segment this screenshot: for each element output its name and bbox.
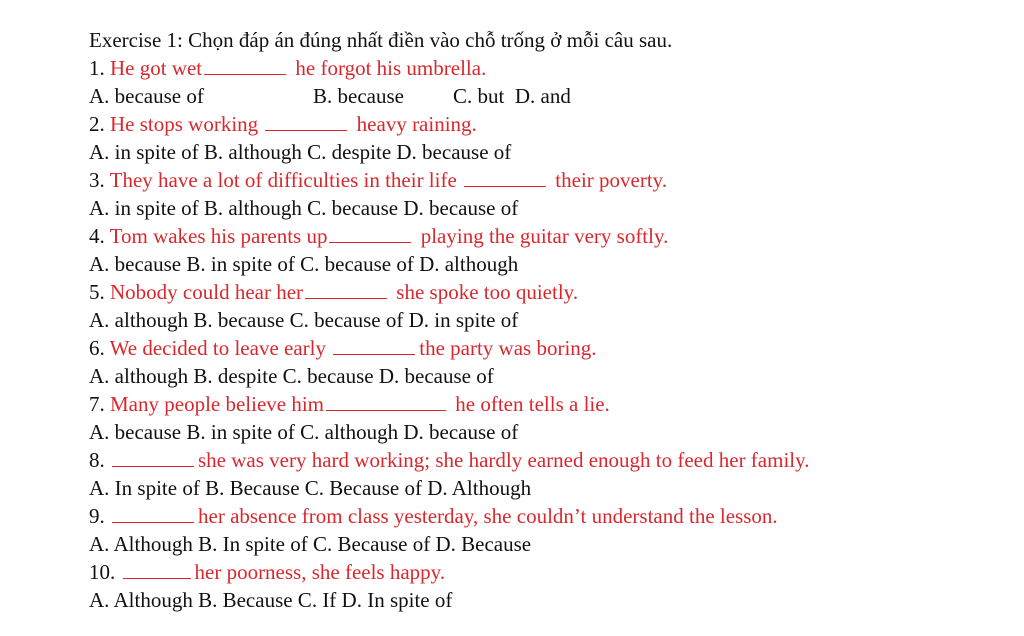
question-text-after: he forgot his umbrella.	[295, 56, 487, 80]
answer-blank[interactable]	[112, 504, 194, 523]
question-9	[89, 502, 1014, 530]
options-7: A. because B. in spite of C. although D. because of	[89, 420, 519, 444]
option-c-d: C. but D. and	[453, 84, 571, 108]
answer-blank[interactable]	[204, 56, 286, 75]
question-5	[89, 278, 1014, 306]
options-4: A. because B. in spite of C. because of D. although	[89, 252, 519, 276]
exercise-title: Exercise 1: Chọn đáp án đúng nhất điền vào chỗ trống ở mỗi câu sau.	[89, 28, 673, 52]
question-7	[89, 390, 1014, 418]
question-number: 9.	[89, 504, 105, 528]
question-10	[89, 558, 1014, 586]
exercise-document	[89, 26, 1014, 614]
question-number: 8.	[89, 448, 105, 472]
question-2	[89, 110, 1014, 138]
option-b: B. because	[313, 84, 404, 108]
answer-blank[interactable]	[112, 448, 194, 467]
question-4	[89, 222, 1014, 250]
question-6	[89, 334, 1014, 362]
option-a: A. because of	[89, 84, 204, 108]
question-text-after: her poorness, she feels happy.	[194, 560, 446, 584]
answer-blank[interactable]	[326, 392, 446, 411]
options-1	[89, 82, 1014, 110]
question-text-before: Many people believe him	[110, 392, 325, 416]
options-3: A. in spite of B. although C. because D. because of	[89, 196, 519, 220]
options-5: A. although B. because C. because of D. in spite of	[89, 308, 519, 332]
answer-blank[interactable]	[123, 560, 191, 579]
question-text-after: her absence from class yesterday, she couldn’t understand the lesson.	[198, 504, 778, 528]
question-number: 7.	[89, 392, 105, 416]
question-1	[89, 54, 1014, 82]
question-text-after: the party was boring.	[419, 336, 597, 360]
question-text-after: she spoke too quietly.	[396, 280, 579, 304]
question-number: 3.	[89, 168, 105, 192]
question-text-before: We decided to leave early	[109, 336, 326, 360]
question-text-before: He stops working	[110, 112, 259, 136]
question-number: 10.	[89, 560, 116, 584]
question-number: 4.	[89, 224, 105, 248]
answer-blank[interactable]	[329, 224, 411, 243]
question-number: 2.	[89, 112, 105, 136]
question-number: 6.	[89, 336, 105, 360]
answer-blank[interactable]	[265, 112, 347, 131]
question-text-before: Nobody could hear her	[110, 280, 304, 304]
question-text-after: she was very hard working; she hardly earned enough to feed her family.	[198, 448, 810, 472]
question-text-after: playing the guitar very softly.	[420, 224, 669, 248]
question-text-before: He got wet	[110, 56, 203, 80]
options-9: A. Although B. In spite of C. Because of D. Because	[89, 532, 532, 556]
answer-blank[interactable]	[464, 168, 546, 187]
answer-blank[interactable]	[305, 280, 387, 299]
answer-blank[interactable]	[333, 336, 415, 355]
question-text-after: heavy raining.	[356, 112, 477, 136]
options-2: A. in spite of B. although C. despite D. because of	[89, 140, 512, 164]
question-text-after: their poverty.	[555, 168, 668, 192]
options-10: A. Although B. Because C. If D. In spite of	[89, 588, 453, 612]
question-8	[89, 446, 1014, 474]
question-text-after: he often tells a lie.	[455, 392, 610, 416]
options-6: A. although B. despite C. because D. because of	[89, 364, 494, 388]
question-text-before: Tom wakes his parents up	[109, 224, 328, 248]
question-number: 5.	[89, 280, 105, 304]
question-3	[89, 166, 1014, 194]
question-text-before: They have a lot of difficulties in their life	[109, 168, 457, 192]
question-number: 1.	[89, 56, 105, 80]
options-8: A. In spite of B. Because C. Because of D. Although	[89, 476, 532, 500]
